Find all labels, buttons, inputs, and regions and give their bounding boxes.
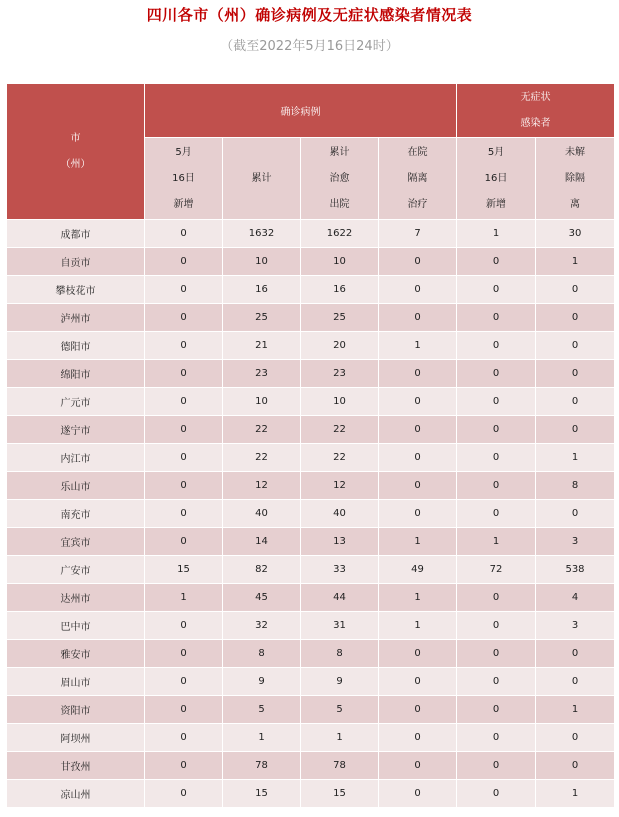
- table-row: [7, 248, 615, 276]
- cell-new: 0: [145, 388, 223, 416]
- cell-recovered: 5: [301, 696, 379, 724]
- cases-table: [6, 83, 615, 808]
- cell-asym-unreleased: 4: [536, 584, 615, 612]
- cell-hospital: 1: [379, 584, 457, 612]
- table-row: [7, 500, 615, 528]
- cell-hospital: 0: [379, 472, 457, 500]
- table-row: [7, 668, 615, 696]
- table-row: [7, 444, 615, 472]
- cell-recovered: 31: [301, 612, 379, 640]
- cell-total: 22: [223, 416, 301, 444]
- cell-total: 23: [223, 360, 301, 388]
- cell-total: 10: [223, 388, 301, 416]
- city-name-cell: 内江市: [7, 444, 145, 472]
- cell-asym-unreleased: 0: [536, 360, 615, 388]
- table-row: [7, 276, 615, 304]
- cell-recovered: 25: [301, 304, 379, 332]
- cell-asym-unreleased: 30: [536, 220, 615, 248]
- cell-new: 0: [145, 332, 223, 360]
- table-row: [7, 416, 615, 444]
- table-row: [7, 752, 615, 780]
- city-name-cell: 绵阳市: [7, 360, 145, 388]
- cell-asym-new: 0: [457, 276, 536, 304]
- cell-new: 0: [145, 668, 223, 696]
- cell-asym-unreleased: 0: [536, 332, 615, 360]
- cell-total: 16: [223, 276, 301, 304]
- table-row: [7, 220, 615, 248]
- city-name-cell: 阿坝州: [7, 724, 145, 752]
- cell-asym-new: 0: [457, 304, 536, 332]
- cell-recovered: 9: [301, 668, 379, 696]
- cell-asym-unreleased: 8: [536, 472, 615, 500]
- cell-asym-new: 0: [457, 332, 536, 360]
- cell-total: 10: [223, 248, 301, 276]
- cell-recovered: 10: [301, 388, 379, 416]
- cell-recovered: 1: [301, 724, 379, 752]
- city-name-cell: 遂宁市: [7, 416, 145, 444]
- cell-total: 1: [223, 724, 301, 752]
- cell-hospital: 0: [379, 724, 457, 752]
- confirmed-hospital-header: 在院 隔离 治疗: [379, 138, 457, 220]
- cell-asym-new: 0: [457, 612, 536, 640]
- asymptomatic-group-header: 无症状 感染者: [457, 84, 615, 138]
- city-name-cell: 广元市: [7, 388, 145, 416]
- cell-hospital: 0: [379, 668, 457, 696]
- cell-new: 0: [145, 360, 223, 388]
- cell-new: 0: [145, 724, 223, 752]
- cell-total: 32: [223, 612, 301, 640]
- cell-total: 12: [223, 472, 301, 500]
- cell-asym-unreleased: 0: [536, 276, 615, 304]
- cell-hospital: 0: [379, 416, 457, 444]
- cell-recovered: 22: [301, 444, 379, 472]
- cell-asym-unreleased: 0: [536, 668, 615, 696]
- city-name-cell: 成都市: [7, 220, 145, 248]
- cell-hospital: 0: [379, 276, 457, 304]
- cell-recovered: 12: [301, 472, 379, 500]
- table-row: [7, 612, 615, 640]
- cell-asym-new: 0: [457, 752, 536, 780]
- cell-total: 78: [223, 752, 301, 780]
- cell-asym-unreleased: 0: [536, 416, 615, 444]
- table-row: [7, 360, 615, 388]
- cell-new: 0: [145, 248, 223, 276]
- cell-asym-unreleased: 0: [536, 724, 615, 752]
- cell-new: 0: [145, 528, 223, 556]
- cell-asym-unreleased: 3: [536, 528, 615, 556]
- city-name-cell: 巴中市: [7, 612, 145, 640]
- cell-asym-new: 0: [457, 248, 536, 276]
- page-subtitle: （截至2022年5月16日24时）: [220, 39, 399, 54]
- cell-recovered: 10: [301, 248, 379, 276]
- cell-hospital: 0: [379, 640, 457, 668]
- cell-asym-unreleased: 1: [536, 444, 615, 472]
- cell-hospital: 0: [379, 780, 457, 808]
- cell-asym-new: 0: [457, 472, 536, 500]
- cell-total: 14: [223, 528, 301, 556]
- city-name-cell: 乐山市: [7, 472, 145, 500]
- cell-hospital: 0: [379, 444, 457, 472]
- cell-asym-new: 0: [457, 640, 536, 668]
- city-name-cell: 广安市: [7, 556, 145, 584]
- cell-new: 0: [145, 276, 223, 304]
- confirmed-recovered-header: 累计 治愈 出院: [301, 138, 379, 220]
- confirmed-new-header: 5月 16日 新增: [145, 138, 223, 220]
- city-name-cell: 雅安市: [7, 640, 145, 668]
- cell-hospital: 49: [379, 556, 457, 584]
- cell-recovered: 16: [301, 276, 379, 304]
- cell-asym-new: 0: [457, 360, 536, 388]
- cell-new: 0: [145, 416, 223, 444]
- cell-asym-unreleased: 0: [536, 640, 615, 668]
- cell-asym-new: 0: [457, 388, 536, 416]
- table-row: [7, 332, 615, 360]
- cell-recovered: 22: [301, 416, 379, 444]
- cell-recovered: 15: [301, 780, 379, 808]
- cell-new: 0: [145, 304, 223, 332]
- cell-recovered: 33: [301, 556, 379, 584]
- cell-hospital: 0: [379, 304, 457, 332]
- cell-new: 15: [145, 556, 223, 584]
- cell-asym-new: 0: [457, 724, 536, 752]
- cell-new: 0: [145, 780, 223, 808]
- cell-total: 82: [223, 556, 301, 584]
- cell-new: 0: [145, 696, 223, 724]
- cell-asym-unreleased: 538: [536, 556, 615, 584]
- cell-asym-unreleased: 0: [536, 304, 615, 332]
- cell-asym-new: 1: [457, 220, 536, 248]
- cell-hospital: 0: [379, 248, 457, 276]
- cell-hospital: 7: [379, 220, 457, 248]
- table-row: [7, 304, 615, 332]
- table-row: [7, 528, 615, 556]
- cell-recovered: 40: [301, 500, 379, 528]
- cell-total: 45: [223, 584, 301, 612]
- cell-total: 1632: [223, 220, 301, 248]
- table-body: [7, 220, 615, 808]
- cell-hospital: 1: [379, 612, 457, 640]
- table-row: [7, 724, 615, 752]
- table-row: [7, 556, 615, 584]
- city-name-cell: 南充市: [7, 500, 145, 528]
- city-name-cell: 泸州市: [7, 304, 145, 332]
- cell-total: 8: [223, 640, 301, 668]
- city-column-header: 市 （州）: [7, 84, 145, 220]
- cell-asym-unreleased: 1: [536, 248, 615, 276]
- cell-recovered: 8: [301, 640, 379, 668]
- cell-new: 0: [145, 640, 223, 668]
- city-name-cell: 达州市: [7, 584, 145, 612]
- cell-asym-new: 0: [457, 500, 536, 528]
- cell-total: 9: [223, 668, 301, 696]
- cell-asym-unreleased: 1: [536, 780, 615, 808]
- city-name-cell: 资阳市: [7, 696, 145, 724]
- cell-total: 22: [223, 444, 301, 472]
- cell-hospital: 1: [379, 528, 457, 556]
- cell-hospital: 0: [379, 696, 457, 724]
- cell-asym-new: 0: [457, 780, 536, 808]
- table-row: [7, 388, 615, 416]
- cell-asym-new: 72: [457, 556, 536, 584]
- cell-recovered: 20: [301, 332, 379, 360]
- table-row: [7, 696, 615, 724]
- cell-new: 0: [145, 444, 223, 472]
- city-name-cell: 甘孜州: [7, 752, 145, 780]
- cell-hospital: 0: [379, 752, 457, 780]
- cell-hospital: 1: [379, 332, 457, 360]
- asym-unreleased-header: 未解 除隔 离: [536, 138, 615, 220]
- cell-hospital: 0: [379, 500, 457, 528]
- cell-hospital: 0: [379, 360, 457, 388]
- cell-recovered: 44: [301, 584, 379, 612]
- page-title: 四川各市（州）确诊病例及无症状感染者情况表: [146, 6, 473, 24]
- cell-recovered: 23: [301, 360, 379, 388]
- cell-asym-new: 0: [457, 668, 536, 696]
- cell-recovered: 13: [301, 528, 379, 556]
- cell-asym-new: 0: [457, 444, 536, 472]
- cell-total: 5: [223, 696, 301, 724]
- cell-asym-unreleased: 0: [536, 500, 615, 528]
- cell-new: 0: [145, 220, 223, 248]
- city-name-cell: 攀枝花市: [7, 276, 145, 304]
- cell-asym-unreleased: 3: [536, 612, 615, 640]
- cell-total: 15: [223, 780, 301, 808]
- confirmed-group-header: 确诊病例: [145, 84, 457, 138]
- cell-asym-new: 0: [457, 584, 536, 612]
- cell-recovered: 1622: [301, 220, 379, 248]
- city-name-cell: 宜宾市: [7, 528, 145, 556]
- cell-total: 25: [223, 304, 301, 332]
- table-row: [7, 584, 615, 612]
- table-row: [7, 640, 615, 668]
- cell-asym-unreleased: 0: [536, 388, 615, 416]
- cell-new: 0: [145, 612, 223, 640]
- table-row: [7, 472, 615, 500]
- city-name-cell: 凉山州: [7, 780, 145, 808]
- cell-new: 0: [145, 752, 223, 780]
- cell-new: 1: [145, 584, 223, 612]
- cell-new: 0: [145, 472, 223, 500]
- cell-asym-unreleased: 0: [536, 752, 615, 780]
- cell-recovered: 78: [301, 752, 379, 780]
- cell-new: 0: [145, 500, 223, 528]
- cell-total: 40: [223, 500, 301, 528]
- cell-asym-unreleased: 1: [536, 696, 615, 724]
- cell-total: 21: [223, 332, 301, 360]
- asym-new-header: 5月 16日 新增: [457, 138, 536, 220]
- cell-asym-new: 0: [457, 696, 536, 724]
- cell-hospital: 0: [379, 388, 457, 416]
- cell-asym-new: 0: [457, 416, 536, 444]
- city-name-cell: 德阳市: [7, 332, 145, 360]
- city-name-cell: 自贡市: [7, 248, 145, 276]
- city-name-cell: 眉山市: [7, 668, 145, 696]
- table-row: [7, 780, 615, 808]
- confirmed-total-header: 累计: [223, 138, 301, 220]
- cell-asym-new: 1: [457, 528, 536, 556]
